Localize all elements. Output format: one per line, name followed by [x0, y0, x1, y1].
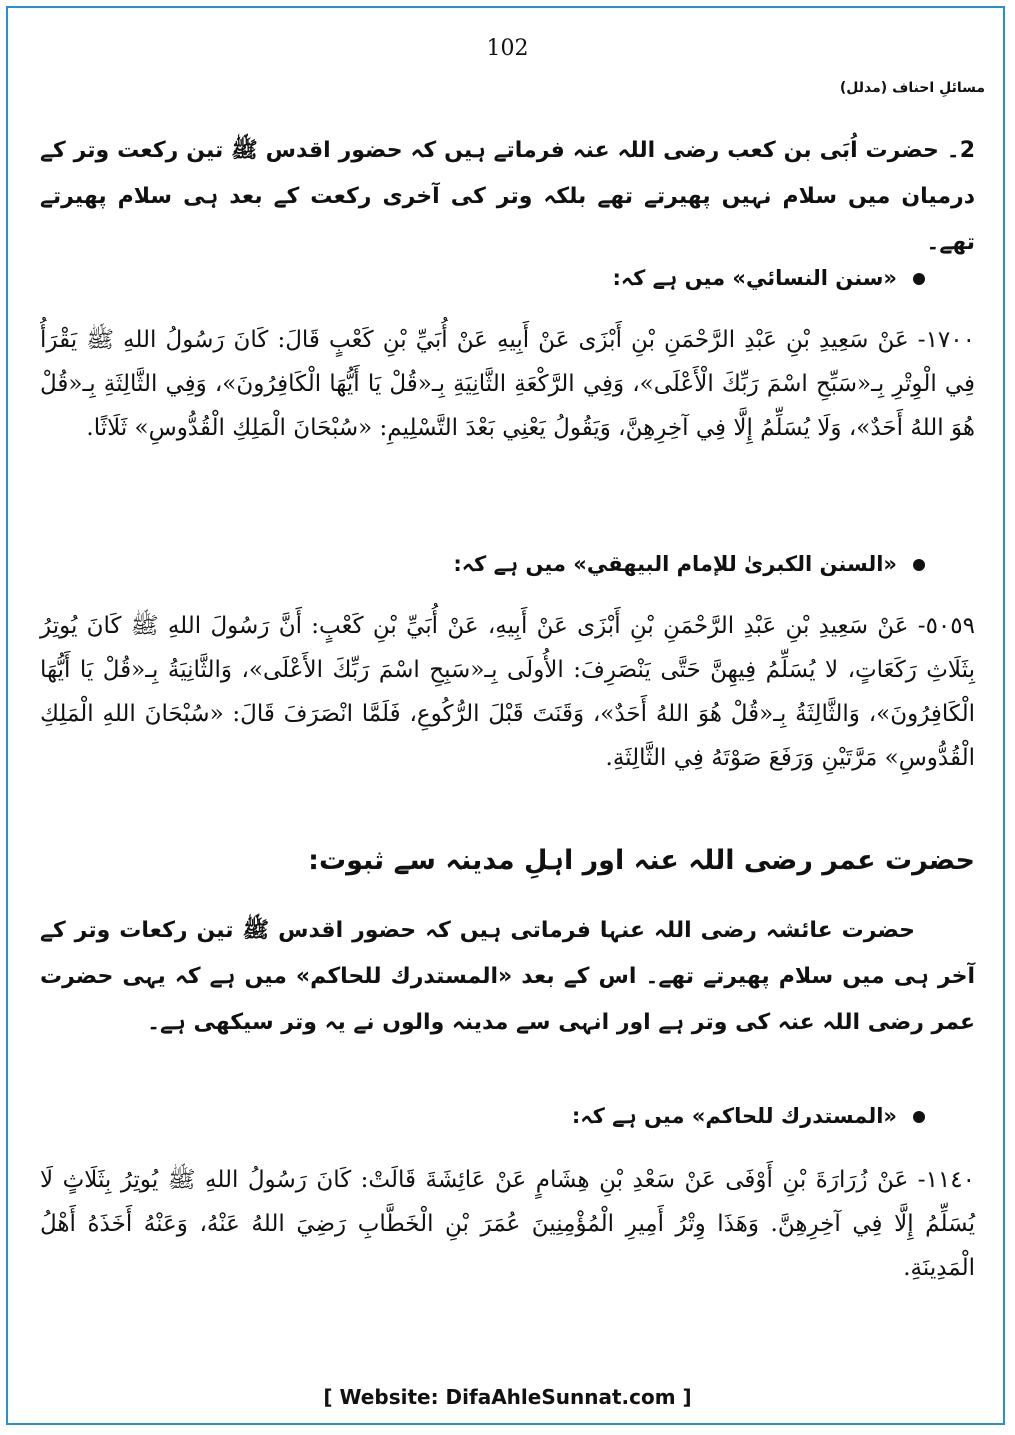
hadith-bayhaqi: ٥٠٥٩- عَنْ سَعِيدِ بْنِ عَبْدِ الرَّحْمَنِ بْنِ أَبْزَى عَنْ أَبِيهِ، عَنْ أُبَيِّ بْنِ كَعْبٍ: أَنَّ رَسُولَ اللهِ ﷺ كَانَ يُوتِرُ بِثَلَاثِ رَكَعَاتٍ، لا يُسَلِّمُ فِيهِنَّ حَتَّى يَنْصَرِفَ: الأُولَى بِـ«سَبِحِ اسْمَ رَبِّكَ الأَعْلَى»، وَالثَّانِيَةُ بِـ«قُلْ يَا أَيُّهَا الْكَافِرُونَ»، وَالثَّالِثَةُ بِـ«قُلْ هُوَ اللهُ أَحَدٌ»، وَقَنَتَ قَبْلَ الرُّكُوعِ، فَلَمَّا انْصَرَفَ قَالَ: «سُبْحَانَ اللهِ الْمَلِكِ الْقُدُّوسِ» مَرَّتَيْنِ وَرَفَعَ صَوْتَهُ فِي الثَّالِثَةِ.	[40, 613, 975, 771]
hadith-nasai: ١٧٠٠- عَنْ سَعِيدِ بْنِ عَبْدِ الرَّحْمَنِ بْنِ أَبْزَى عَنْ أَبِيهِ عَنْ أُبَيِّ بْنِ كَعْبٍ قَالَ: كَانَ رَسُولُ اللهِ ﷺ يَقْرَأُ فِي الْوِتْرِ بِـ«سَبِّحِ اسْمَ رَبِّكَ الْأَعْلَى»، وَفِي الرَّكْعَةِ الثَّانِيَةِ بِـ«قُلْ يَا أَيُّهَا الْكَافِرُونَ»، وَفِي الثَّالِثَةِ بِـ«قُلْ هُوَ اللهُ أَحَدٌ»، وَلَا يُسَلِّمُ إِلَّا فِي آخِرِهِنَّ، وَيَقُولُ يَعْنِي بَعْدَ التَّسْلِيمِ: «سُبْحَانَ الْمَلِكِ الْقُدُّوسِ» ثَلَاثًا.	[40, 327, 975, 441]
bullet-bayhaqi-label: «السنن الكبرىٰ للإمام البيهقي» میں ہے کہ:	[453, 552, 897, 576]
bullet-nasai	[40, 266, 975, 290]
bullet-bayhaqi	[40, 552, 975, 576]
bullet-dot-icon	[913, 1111, 925, 1123]
bullet-mustadrak	[40, 1104, 975, 1128]
aisha-paragraph: حضرت عائشہ رضی اللہ عنہا فرماتی ہیں کہ حضور اقدس ﷺ تین رکعات وتر کے آخر ہی میں سلام پھیرتے تھے۔ اس کے بعد «المستدرك للحاكم» میں ہے کہ یہی حضرت عمر رضی اللہ عنہ کی وتر ہے اور انہی سے مدینہ والوں نے یہ وتر سیکھی ہے۔	[40, 918, 975, 1035]
bullet-nasai-label: «سنن النسائي» میں ہے کہ:	[612, 266, 897, 290]
bullet-mustadrak-label: «المستدرك للحاكم» میں ہے کہ:	[571, 1104, 897, 1128]
intro-paragraph: 2۔ حضرت اُبَی بن کعب رضی اللہ عنہ فرماتے ہیں کہ حضور اقدس ﷺ تین رکعت وتر کے درمیان میں سلام نہیں پھیرتے تھے بلکہ وتر کی آخری رکعت کے بعد ہی سلام پھیرتے تھے۔	[40, 138, 975, 255]
book-title: مسائلِ احناف (مدلل)	[839, 80, 985, 96]
hadith-mustadrak: ١١٤٠- عَنْ زُرَارَةَ بْنِ أَوْفَى عَنْ سَعْدِ بْنِ هِشَامٍ عَنْ عَائِشَةَ قَالَتْ: كَانَ رَسُولُ اللهِ ﷺ يُوتِرُ بِثَلَاثٍ لَا يُسَلِّمُ إِلَّا فِي آخِرِهِنَّ. وَهَذَا وِتْرُ أَمِيرِ الْمُؤْمِنِينَ عُمَرَ بْنِ الْخَطَّابِ رَضِيَ اللهُ عَنْهُ، وَعَنْهُ أَخَذَهُ أَهْلُ الْمَدِينَةِ.	[40, 1167, 975, 1281]
bullet-dot-icon	[913, 273, 925, 285]
bullet-dot-icon	[913, 559, 925, 571]
website-footer: [ Website: DifaAhleSunnat.com ]	[323, 1385, 692, 1409]
section-heading: حضرت عمر رضی اللہ عنہ اور اہلِ مدینہ سے ثبوت:	[308, 845, 975, 876]
page-number: 102	[486, 36, 529, 61]
